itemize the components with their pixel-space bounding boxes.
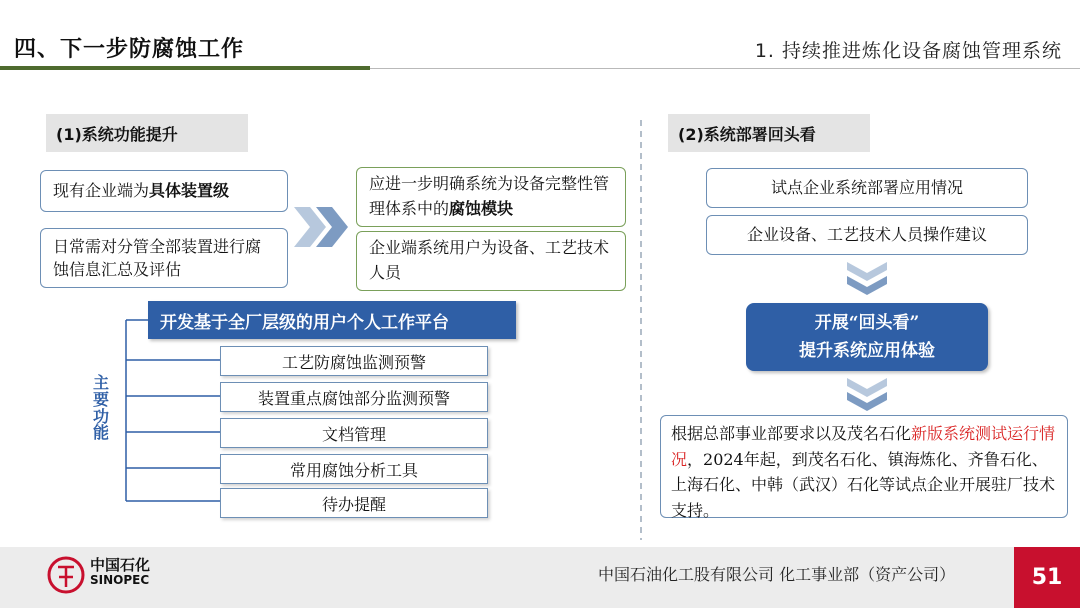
page-subtitle: 1. 持续推进炼化设备腐蚀管理系统 bbox=[754, 40, 1062, 62]
function-tree-lines bbox=[118, 318, 228, 508]
footer-company: 中国石油化工股有限公司 化工事业部（资产公司） bbox=[598, 565, 956, 584]
page-number: 51 bbox=[1014, 547, 1080, 608]
onsite-support-post: ，2024年起，到茂名石化、镇海炼化、齐鲁石化、上海石化、中韩（武汉）石化等试点企业开展驻厂技术支持。 bbox=[671, 449, 1056, 520]
daily-summary-box: 日常需对分管全部装置进行腐蚀信息汇总及评估 bbox=[40, 228, 288, 288]
onsite-support-text bbox=[660, 415, 1068, 518]
header-divider-accent bbox=[0, 66, 370, 70]
footer-logo-en: SINOPEC bbox=[90, 572, 150, 587]
clarify-module-box bbox=[356, 167, 626, 227]
function-item: 待办提醒 bbox=[220, 488, 488, 518]
main-functions-char: 能 bbox=[92, 423, 109, 443]
footer-logo-cn: 中国石化 bbox=[90, 556, 151, 574]
current-enterprise-bold: 具体装置级 bbox=[149, 181, 230, 201]
main-functions-label bbox=[91, 375, 111, 442]
header-divider bbox=[370, 68, 1080, 69]
review-center-box bbox=[746, 303, 988, 371]
onsite-support-highlight: 新版系统测试运行情况 bbox=[671, 424, 1056, 469]
clarify-module-pre: 应进一步明确系统为设备完整性管理体系中的 bbox=[369, 174, 610, 218]
double-chevron-right-icon bbox=[294, 207, 354, 247]
operation-suggestion-box: 企业设备、工艺技术人员操作建议 bbox=[706, 215, 1028, 255]
clarify-module-text bbox=[369, 172, 613, 222]
function-item: 文档管理 bbox=[220, 418, 488, 448]
column-divider bbox=[639, 120, 643, 540]
review-center-line2: 提升系统应用体验 bbox=[799, 341, 935, 361]
double-chevron-down-icon bbox=[847, 378, 887, 412]
pilot-deployment-box: 试点企业系统部署应用情况 bbox=[706, 168, 1028, 208]
platform-bar: 开发基于全厂层级的用户个人工作平台 bbox=[148, 301, 516, 339]
footer-logo-text bbox=[90, 557, 150, 587]
main-functions-char: 功 bbox=[92, 406, 109, 426]
function-item: 常用腐蚀分析工具 bbox=[220, 454, 488, 484]
system-user-box: 企业端系统用户为设备、工艺技术人员 bbox=[356, 231, 626, 291]
current-enterprise-box bbox=[40, 170, 288, 212]
sinopec-logo-icon bbox=[46, 553, 86, 597]
main-functions-char: 要 bbox=[92, 389, 109, 409]
current-enterprise-text: 现有企业端为 bbox=[53, 181, 150, 201]
main-functions-char: 主 bbox=[92, 373, 109, 392]
clarify-module-bold: 腐蚀模块 bbox=[449, 199, 514, 218]
section-label-function-upgrade: (1)系统功能提升 bbox=[46, 114, 248, 152]
review-center-line1: 开展“回头看” bbox=[814, 312, 920, 333]
function-item: 工艺防腐蚀监测预警 bbox=[220, 346, 488, 376]
double-chevron-down-icon bbox=[847, 262, 887, 296]
section-label-deployment-review: (2)系统部署回头看 bbox=[668, 114, 870, 152]
onsite-support-pre: 根据总部事业部要求以及茂名石化 bbox=[671, 424, 912, 443]
function-item: 装置重点腐蚀部分监测预警 bbox=[220, 382, 488, 412]
page-title: 四、下一步防腐蚀工作 bbox=[14, 37, 245, 62]
